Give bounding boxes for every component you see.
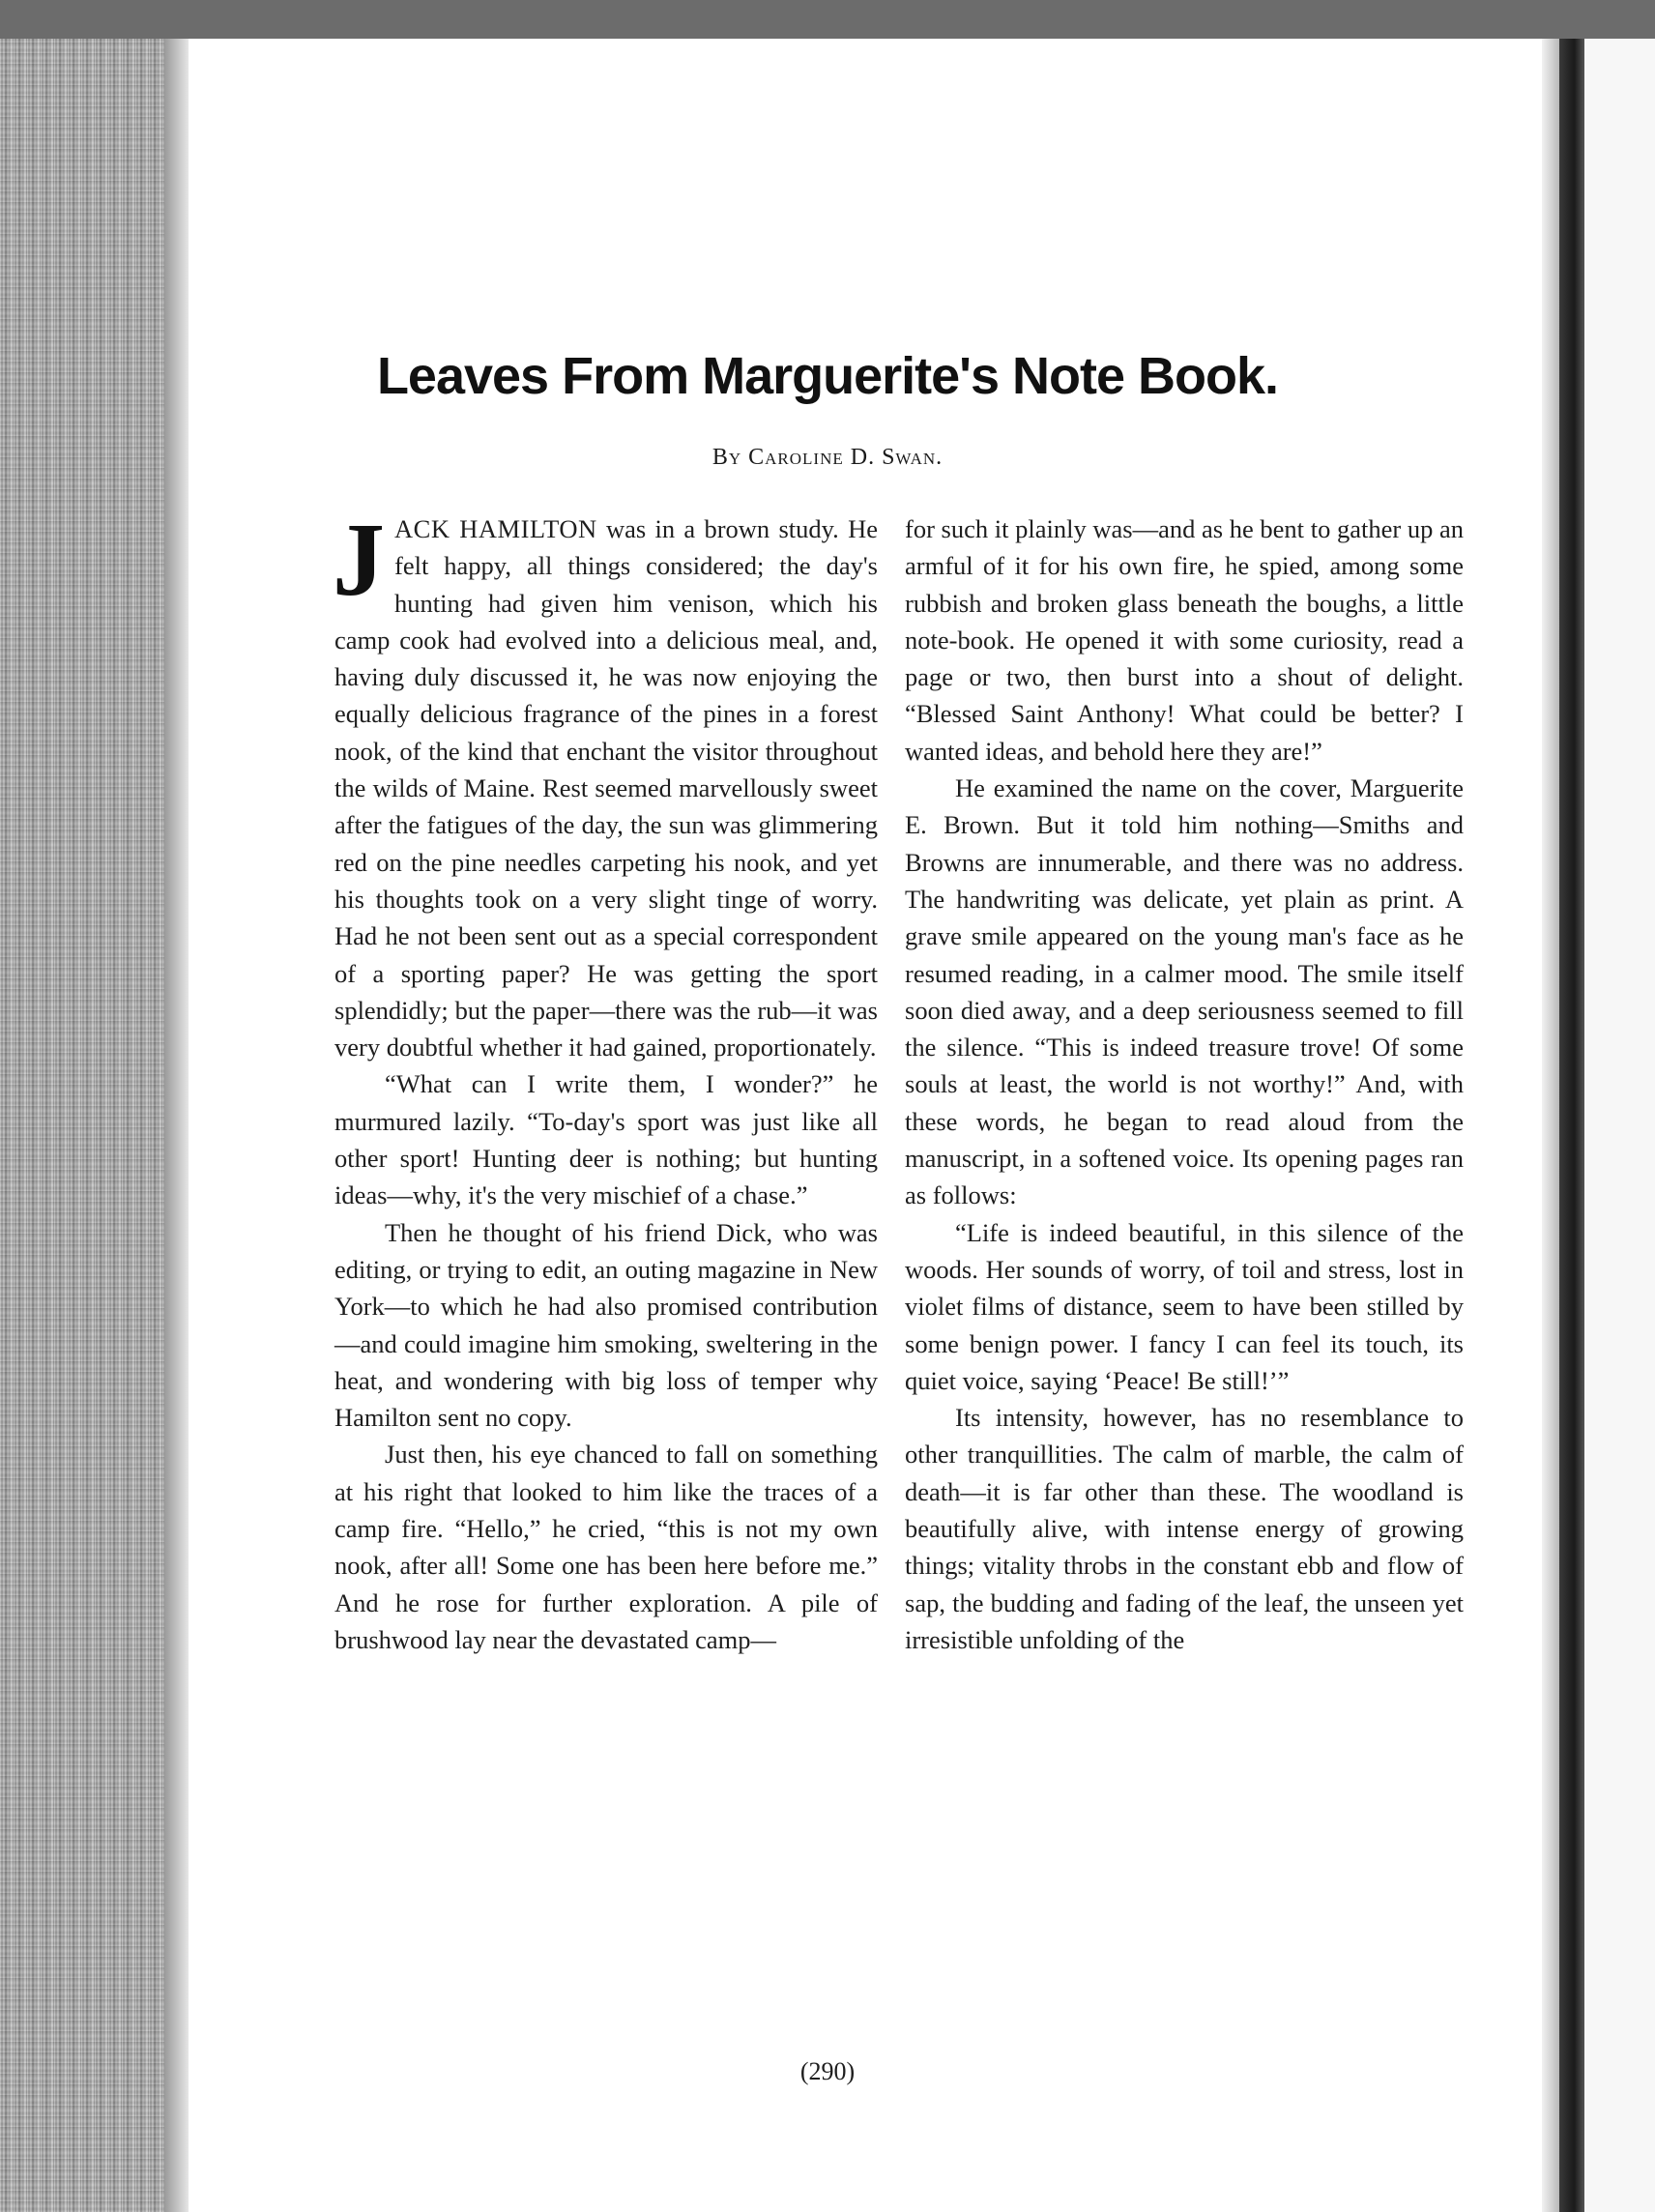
body-paragraph: “Life is indeed beautiful, in this silence of the woods. Her sounds of worry, of toil and stress, lost in violet films of distance, seem to have been stilled by some benign power. I fancy I can feel its touch, its quiet voice, saying ‘Peace! Be still!’”: [905, 1217, 1464, 1395]
drop-cap: J: [333, 503, 385, 618]
article-byline: [0, 445, 1655, 471]
byline-author: Caroline D. Swan.: [748, 445, 944, 470]
body-paragraph: He examined the name on the cover, Marguerite E. Brown. But it told him nothing—Smiths and Browns are innumerable, and there was no address. The handwriting was delicate, yet plain as print. A grave smile appeared on the young man's face as he resumed reading, in a calmer mood. The smile itself soon died away, and a deep seriousness seemed to fill the silence. “This is indeed treasure trove! Of some souls at least, the world is not worthy!” And, with these words, he began to read aloud from the manuscript, in a softened voice. Its opening pages ran as follows:: [905, 773, 1464, 1210]
opening-caps: ACK HAMILTON: [394, 514, 597, 543]
article-column-left: [333, 503, 878, 1658]
body-paragraph: Just then, his eye chanced to fall on something at his right that looked to him like the traces of a camp fire. “Hello,” he cried, “this is not my own nook, after all! Some one has been here before me.” And he rose for further exploration. A pile of brushwood lay near the devastated camp—: [334, 1440, 878, 1654]
opening-paragraph: [333, 503, 878, 1065]
article-title: Leaves From Marguerite's Note Book.: [376, 347, 1279, 405]
body-paragraph: Its intensity, however, has no resemblance to other tranquillities. The calm of marble, the calm of death—it is far other than these. The woodland is beautifully alive, with intense energy of growing things; vitality throbs in the constant ebb and flow of sap, the budding and fading of the leaf, the unseen yet irresistible unfolding of the: [905, 1403, 1464, 1654]
opening-text: was in a brown study. He felt happy, all things considered; the day's hunting had given him venison, which his camp cook had evolved into a delicious meal, and, having duly discussed it, he was now enjoying the equally delicious fragrance of the pines in a forest nook, of the kind that enchant the visitor throughout the wilds of Maine. Rest seemed marvellously sweet after the fatigues of the day, the sun was glimmering red on the pine needles carpeting his nook, and yet his thoughts took on a very slight tinge of worry. Had he not been sent out as a special correspondent of a sporting paper? He was getting the sport splendidly; but the paper—there was the rub—it was very doubtful whether it had gained, proportionately.: [334, 514, 878, 1062]
body-paragraph: for such it plainly was—and as he bent to gather up an armful of it for his own fire, he spied, among some rubbish and broken glass beneath the boughs, a little note-book. He opened it with some curiosity, read a page or two, then burst into a shout of delight. “Blessed Saint Anthony! What could be better? I wanted ideas, and behold here they are!”: [905, 514, 1464, 766]
body-paragraph: “What can I write them, I wonder?” he murmured lazily. “To-day's sport was just like all other sport! Hunting deer is nothing; but hunting ideas—why, it's the very mischief of a chase.”: [334, 1069, 878, 1210]
article-column-right: [905, 510, 1464, 1658]
page-number: (290): [799, 2057, 856, 2085]
body-paragraph: Then he thought of his friend Dick, who was editing, or trying to edit, an outing magazine in New York—to which he had also promised contribution—and could imagine him smoking, sweltering in the heat, and wondering with big loss of temper why Hamilton sent no copy.: [334, 1217, 878, 1433]
byline-prefix: By: [711, 445, 742, 470]
